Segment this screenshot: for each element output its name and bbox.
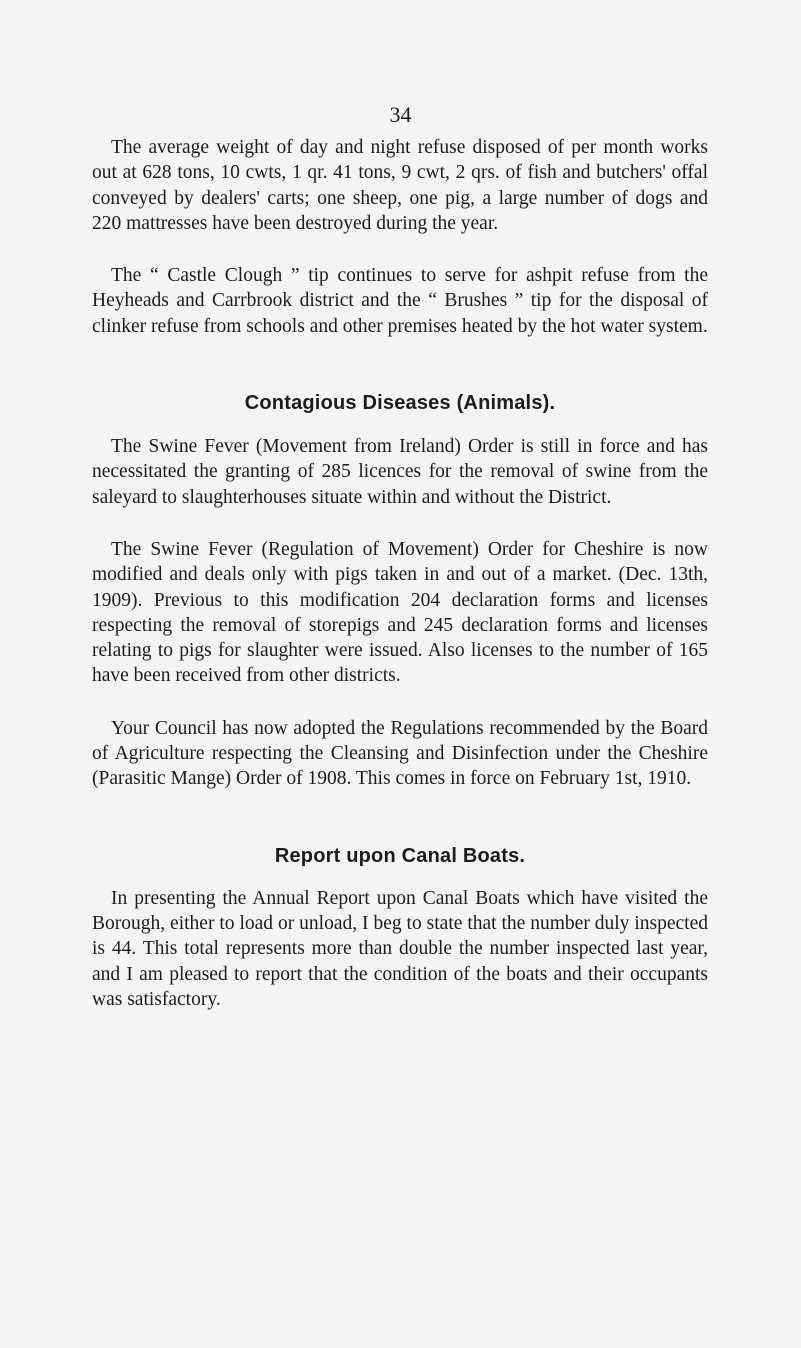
paragraph-swine-fever-ireland: The Swine Fever (Movement from Ireland) Order is still in force and has necessitated the granting of 285 licences for the removal of swine from the saleyard to slaughterhouses situate within and without the District. (92, 436, 708, 508)
paragraph-refuse-weight: The average weight of day and night refuse disposed of per month works out at 628 tons, 10 cwts, 1 qr. 41 tons, 9 cwt, 2 qrs. of fish and butchers' offal conveyed by dealers' carts; one sheep, one pig, a large number of dogs and 220 mattresses have been destroyed during the year. (92, 137, 708, 234)
paragraph-mange-regulations: Your Council has now adopted the Regulations recommended by the Board of Agriculture respecting the Cleansing and Disinfection under the Cheshire (Parasitic Mange) Order of 1908. This comes in force on February 1st, 1910. (92, 717, 708, 790)
paragraph-canal-boats: In presenting the Annual Report upon Canal Boats which have visited the Borough, either to load or unload, I beg to state that the number duly inspected is 44. This total represents more than double the number inspected last year, and I am pleased to report that the condition of the boats and their occupants was satisfactory. (92, 887, 708, 1010)
page-number: 34 (389, 102, 412, 127)
paragraph-castle-clough: The “ Castle Clough ” tip continues to serve for ashpit refuse from the Heyheads and Carrbrook district and the “ Brushes ” tip for the disposal of clinker refuse from schools and other premises heated by the hot water system. (92, 265, 708, 337)
paragraph-swine-fever-cheshire: The Swine Fever (Regulation of Movement) Order for Cheshire is now modified and deals only with pigs taken in and out of a market. (Dec. 13th, 1909). Previous to this modification 204 declaration forms and licenses respecting the removal of storepigs and 245 declaration forms and licenses relating to pigs for slaughter were issued. Also licenses to the number of 165 have been received from other districts. (92, 538, 708, 687)
heading-contagious-diseases: Contagious Diseases (Animals). (244, 392, 556, 415)
document-body (92, 135, 708, 1012)
heading-canal-boats: Report upon Canal Boats. (274, 844, 526, 867)
